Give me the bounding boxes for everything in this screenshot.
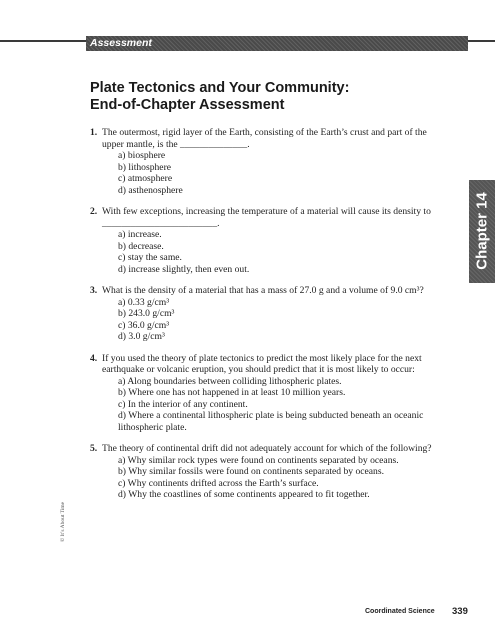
answer-option: a) 0.33 g/cm³ — [118, 296, 170, 308]
answer-option: b) Where one has not happened in at least 10 million years. — [118, 387, 346, 398]
question-number: 2. — [90, 206, 98, 217]
answer-option: a) Why similar rock types were found on continents separated by oceans. — [118, 454, 399, 466]
answer-option: a) biosphere — [118, 150, 166, 161]
question-stem: If you used the theory of plate tectonics to predict the most likely place for the next earthquake or volcanic eruption, you should predict that it is most likely to occur: — [102, 352, 422, 375]
question-stem: The theory of continental drift did not adequately account for which of the following? — [102, 443, 432, 454]
copyright-note: © It’s About Time — [60, 501, 66, 543]
question-number: 4. — [90, 352, 98, 364]
question-number: 1. — [90, 127, 98, 138]
question-stem: The outermost, rigid layer of the Earth, consisting of the Earth’s crust and part of the upper mantle, is the ______________. — [102, 127, 427, 150]
answer-option: c) atmosphere — [118, 173, 173, 184]
answer-option: b) decrease. — [118, 240, 164, 252]
question-stem: What is the density of a material that has a mass of 27.0 g and a volume of 9.0 cm³? — [102, 285, 424, 296]
question-list — [90, 127, 440, 511]
answer-option: d) Where a continental lithospheric plate is being subducted beneath an oceanic lithospheric plate. — [118, 410, 424, 433]
question-1 — [90, 127, 440, 196]
answer-option: d) 3.0 g/cm³ — [118, 331, 165, 342]
question-stem: With few exceptions, increasing the temperature of a material will cause its density to ________________________. — [102, 206, 431, 229]
question-4 — [90, 353, 440, 434]
answer-option: a) increase. — [118, 229, 162, 240]
answer-option: a) Along boundaries between colliding lithospheric plates. — [118, 375, 342, 387]
answer-option: b) 243.0 g/cm³ — [118, 308, 175, 319]
answer-option: c) 36.0 g/cm³ — [118, 319, 170, 331]
page-number: 339 — [452, 606, 468, 617]
answer-option: c) Why continents drifted across the Earth’s surface. — [118, 477, 319, 489]
question-number: 5. — [90, 443, 98, 454]
answer-options — [102, 150, 440, 196]
answer-options — [102, 297, 440, 343]
footer-book-title: Coordinated Science — [365, 608, 435, 615]
answer-option: c) stay the same. — [118, 252, 182, 263]
question-number: 3. — [90, 285, 98, 296]
page-title-line-1: Plate Tectonics and Your Community: — [90, 80, 350, 96]
chapter-tab-label: Chapter 14 — [473, 192, 491, 270]
section-label: Assessment — [90, 37, 152, 49]
answer-option: d) increase slightly, then even out. — [118, 263, 250, 275]
page-title-line-2: End-of-Chapter Assessment — [90, 97, 285, 113]
answer-option: b) lithosphere — [118, 161, 172, 173]
question-3 — [90, 285, 440, 343]
answer-option: b) Why similar fossils were found on continents separated by oceans. — [118, 466, 384, 477]
answer-option: d) Why the coastlines of some continents appeared to fit together. — [118, 489, 370, 500]
answer-option: c) In the interior of any continent. — [118, 398, 248, 410]
question-5 — [90, 443, 440, 501]
page-title — [90, 80, 460, 114]
answer-options — [102, 376, 440, 434]
answer-option: d) asthenosphere — [118, 184, 183, 196]
answer-options — [102, 455, 440, 501]
answer-options — [102, 229, 440, 275]
question-2 — [90, 206, 440, 275]
